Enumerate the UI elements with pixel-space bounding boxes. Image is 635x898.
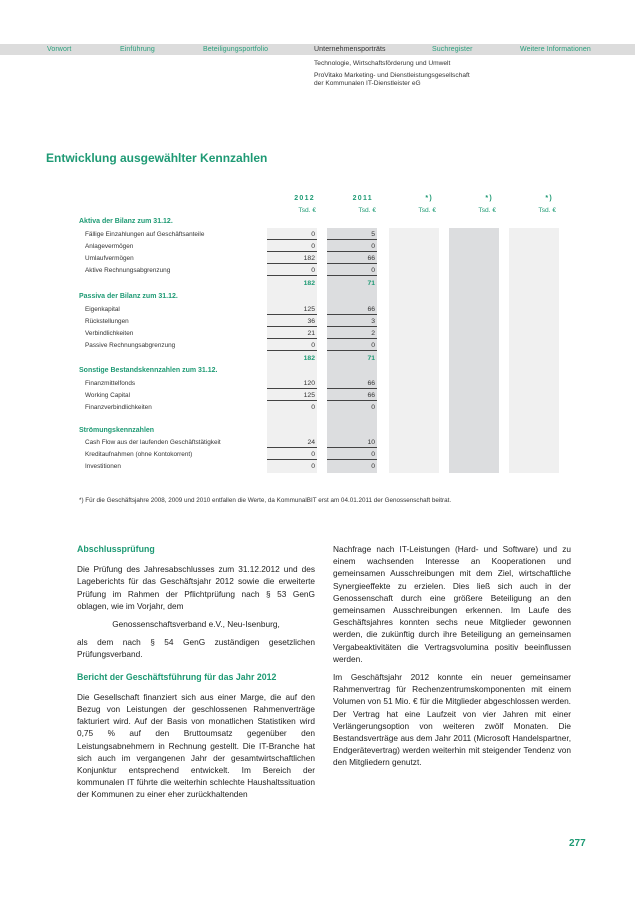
table-footnote: *) Für die Geschäftsjahre 2008, 2009 und 2010 entfallen die Werte, da KommunalBIT erst am 04.01.2011 der Genossenschaft beitrat. bbox=[79, 497, 452, 504]
nav-weitere-informationen[interactable]: Weitere Informationen bbox=[520, 46, 591, 53]
total-2012: 182 bbox=[303, 355, 315, 362]
cell-2011: 0 bbox=[327, 241, 377, 252]
column-header-year: 2011 bbox=[352, 195, 373, 202]
cell-2011: 66 bbox=[327, 253, 377, 264]
column-header-year: 2012 bbox=[294, 195, 315, 202]
cell-2011: 0 bbox=[371, 404, 375, 411]
row-label: Finanzverbindlichkeiten bbox=[85, 404, 152, 411]
cell-2011: 66 bbox=[327, 378, 377, 389]
cell-2012: 125 bbox=[267, 390, 317, 401]
nav-suchregister[interactable]: Suchregister bbox=[432, 46, 473, 53]
total-2011: 71 bbox=[367, 280, 375, 287]
cell-2011: 0 bbox=[371, 463, 375, 470]
total-2012: 182 bbox=[303, 280, 315, 287]
section-label-aktiva: Aktiva der Bilanz zum 31.12. bbox=[79, 218, 173, 225]
nav-vorwort[interactable]: Vorwort bbox=[47, 46, 72, 53]
row-label: Finanzmittelfonds bbox=[85, 380, 136, 387]
column-header-unit: Tsd. € bbox=[418, 207, 436, 214]
cell-2012: 0 bbox=[267, 340, 317, 351]
cell-2012: 0 bbox=[267, 229, 317, 240]
row-label: Investitionen bbox=[85, 463, 121, 470]
column-header-year: *) bbox=[545, 195, 553, 202]
page-title: Entwicklung ausgewählter Kennzahlen bbox=[46, 151, 268, 165]
row-label: Aktive Rechnungsabgrenzung bbox=[85, 267, 171, 274]
nav-einfuehrung[interactable]: Einführung bbox=[120, 46, 155, 53]
cell-2011: 0 bbox=[327, 340, 377, 351]
row-label: Kreditaufnahmen (ohne Kontokorrent) bbox=[85, 451, 193, 458]
top-navigation bbox=[0, 44, 635, 55]
cell-2011: 5 bbox=[327, 229, 377, 240]
company-name-line2: der Kommunalen IT-Dienstleister eG bbox=[314, 80, 421, 87]
nav-beteiligungsportfolio[interactable]: Beteiligungsportfolio bbox=[203, 46, 269, 53]
section-label-stroemung: Strömungskennzahlen bbox=[79, 427, 155, 434]
paragraph: Die Prüfung des Jahresabschlusses zum 31.12.2012 und des Lageberichts für das Geschäftsjahr 2012 sowie die erweiterte Prüfung im Rahmen der Pflichtprüfung nach § 53 GenG oblagen, wie im Vorjahr, dem bbox=[77, 564, 315, 611]
cell-2012: 0 bbox=[267, 449, 317, 460]
category-subtitle: Technologie, Wirtschaftsförderung und Umwelt bbox=[314, 60, 451, 67]
column-header-unit: Tsd. € bbox=[298, 207, 316, 214]
column-3-bg bbox=[389, 228, 439, 473]
row-label: Anlagevermögen bbox=[85, 243, 134, 250]
cell-2011: 0 bbox=[327, 265, 377, 276]
row-label: Verbindlichkeiten bbox=[85, 330, 134, 337]
cell-2012: 120 bbox=[267, 378, 317, 389]
company-name-line1: ProVitako Marketing- und Dienstleistungsgesellschaft bbox=[314, 72, 470, 79]
cell-2012: 0 bbox=[311, 463, 315, 470]
row-label: Rückstellungen bbox=[85, 318, 129, 325]
cell-2011: 0 bbox=[327, 449, 377, 460]
cell-2012: 21 bbox=[267, 328, 317, 339]
column-header-unit: Tsd. € bbox=[478, 207, 496, 214]
column-header-unit: Tsd. € bbox=[358, 207, 376, 214]
cell-2012: 36 bbox=[267, 316, 317, 327]
page-number: 277 bbox=[569, 838, 586, 849]
column-header-year: *) bbox=[425, 195, 433, 202]
paragraph: Die Gesellschaft finanziert sich aus einer Marge, die auf den Bezug von Leistungen der geschlossenen Rahmenverträge fakturiert wird. Auf der Basis von monatlichen Statistiken wird 0,75 % auf den Bruttoumsatz gegenüber den Leistungsabnehmern in Rechnung gestellt. Die IT-Branche hat sich auch im vergangenen Jahr der gesamtwirtschaftlichen Konjunktur entsprechend entwickelt. Im Bereich der kommunalen IT führte die weiterhin schlechte Haushaltssituation der Kommunen zu einer eher zurückhaltenden bbox=[77, 691, 315, 800]
section-label-passiva: Passiva der Bilanz zum 31.12. bbox=[79, 293, 178, 300]
cell-2012: 182 bbox=[267, 253, 317, 264]
total-2011: 71 bbox=[367, 355, 375, 362]
section-label-sonstige: Sonstige Bestandskennzahlen zum 31.12. bbox=[79, 367, 218, 374]
cell-2012: 24 bbox=[267, 437, 317, 448]
paragraph: als dem nach § 54 GenG zuständigen gesetzlichen Prüfungsverband. bbox=[77, 637, 315, 660]
cell-2011: 66 bbox=[327, 390, 377, 401]
cell-2012: 0 bbox=[311, 404, 315, 411]
column-5-bg bbox=[509, 228, 559, 473]
cell-2011: 10 bbox=[327, 437, 377, 448]
paragraph: Nachfrage nach IT-Leistungen (Hard- und Software) und zu einem wachsenden Interesse an Kooperationen und gemeinsamen Ausschreibungen mit dem Ziel, wirtschaftliche Synergieeffekte zu erzielen. Dies ließ sich auch in der Genossenschaft durch eine größere Beteiligung an den gemeinsamen Ausschreibungen erkennen. Im Laufe des Geschäftsjahres konnten sechs neue Mitglieder gewonnen werden, die zukünftig durch ihre Beteiligung an gemeinsamen Vergabeaktivitäten die Vertragsvolumina positiv beeinflussen werden. bbox=[333, 544, 571, 664]
cell-2011: 3 bbox=[327, 316, 377, 327]
heading-bericht-geschaeftsfuehrung: Bericht der Geschäftsführung für das Jahr 2012 bbox=[77, 671, 277, 682]
cell-2012: 0 bbox=[267, 241, 317, 252]
right-text-column bbox=[333, 543, 571, 775]
column-4-bg bbox=[449, 228, 499, 473]
paragraph: Im Geschäftsjahr 2012 konnte ein neuer gemeinsamer Rahmenvertrag für Rechenzentrumskomponenten mit einem Volumen von 51 Mio. € für die Mitglieder abgeschlossen werden. Der Vertrag hat eine Laufzeit von vier Jahren mit einer Verlängerungsoption von weiteren zwölf Monaten. Die Bestandsverträge aus dem Jahr 2011 (Microsoft Handelspartner, Endgerätevertrag) werden weiterhin mit steigender Tendenz von den Mitgliedern genutzt. bbox=[333, 672, 571, 768]
auditor-name: Genossenschaftsverband e.V., Neu-Isenburg, bbox=[112, 619, 280, 630]
column-header-unit: Tsd. € bbox=[538, 207, 556, 214]
row-label: Umlaufvermögen bbox=[85, 255, 134, 262]
row-label: Fällige Einzahlungen auf Geschäftsanteile bbox=[85, 231, 205, 238]
row-label: Cash Flow aus der laufenden Geschäftstätigkeit bbox=[85, 439, 221, 446]
cell-2012: 0 bbox=[267, 265, 317, 276]
heading-abschlusspruefung: Abschlussprüfung bbox=[77, 544, 155, 554]
cell-2011: 66 bbox=[327, 304, 377, 315]
nav-unternehmensportraets[interactable]: Unternehmensporträts bbox=[314, 46, 386, 53]
row-label: Passive Rechnungsabgrenzung bbox=[85, 342, 176, 349]
row-label: Eigenkapital bbox=[85, 306, 120, 313]
cell-2011: 2 bbox=[327, 328, 377, 339]
column-header-year: *) bbox=[485, 195, 493, 202]
cell-2012: 125 bbox=[267, 304, 317, 315]
row-label: Working Capital bbox=[85, 392, 130, 399]
left-text-column bbox=[77, 543, 315, 807]
